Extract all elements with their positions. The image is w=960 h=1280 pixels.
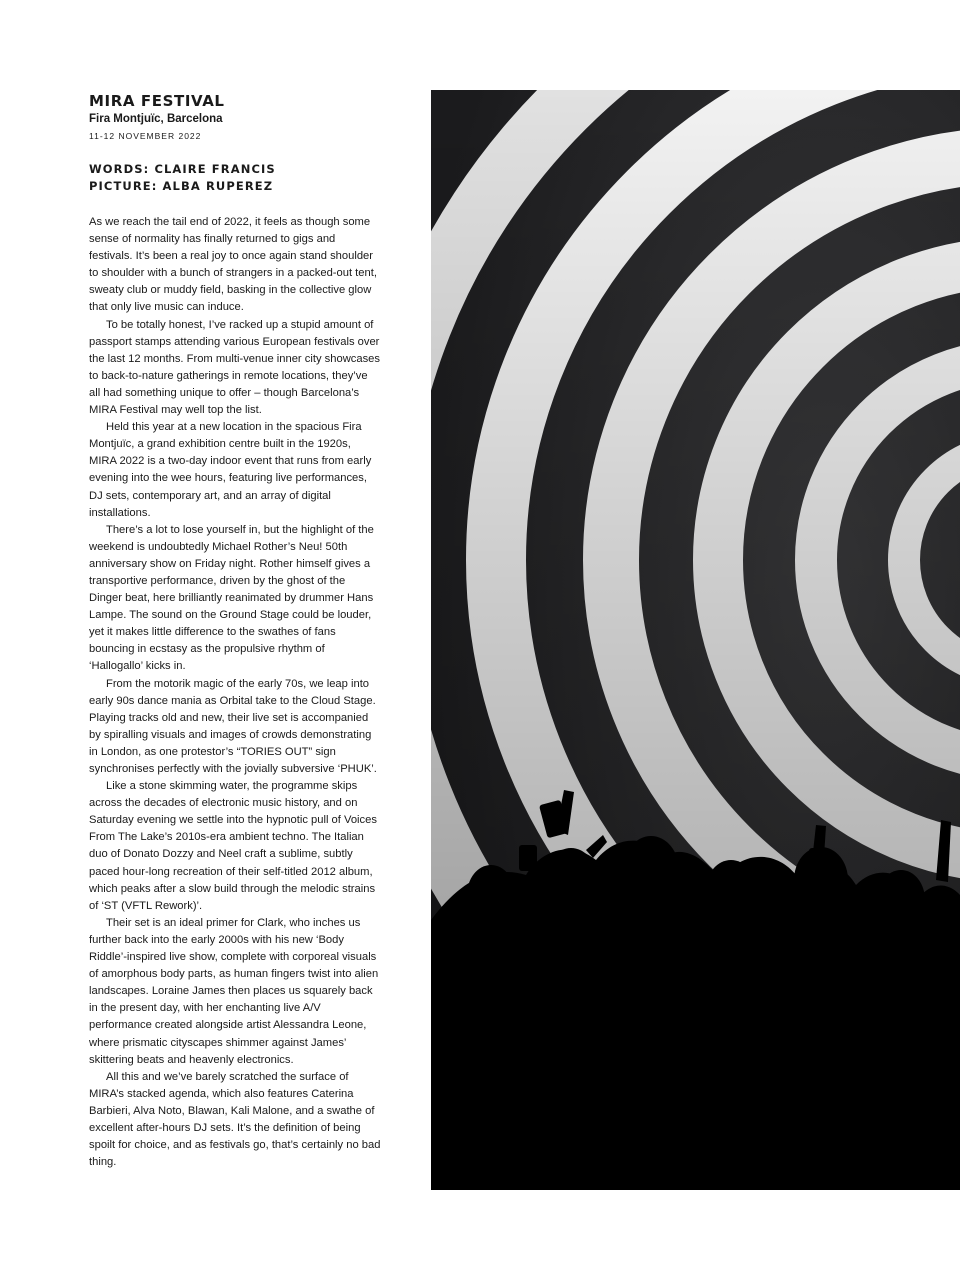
article-paragraph: As we reach the tail end of 2022, it feels as though some sense of normality has finally returned to gigs and festivals. It’s been a real joy to once again stand shoulder to shoulder with a bunch of strangers in a packed-out tent, sweaty club or muddy field, basking in the collective glow that only live music can induce. (89, 216, 377, 314)
picture-credit: PICTURE: ALBA RUPEREZ (89, 179, 274, 193)
venue: Fira Montjuïc, Barcelona (89, 113, 223, 125)
event-title: MIRA FESTIVAL (89, 92, 225, 110)
concert-photo (431, 90, 960, 1190)
event-dates: 11-12 NOVEMBER 2022 (89, 131, 202, 141)
spiral-crowd-illustration (431, 90, 960, 1190)
words-credit: WORDS: CLAIRE FRANCIS (89, 162, 276, 176)
article-paragraph: Held this year at a new location in the spacious Fira Montjuïc, a grand exhibition centre built in the 1920s, MIRA 2022 is a two-day indoor event that runs from early evening into the wee hours, featuring live performances, DJ sets, contemporary art, and an array of digital installations. (89, 421, 372, 519)
article-paragraph: All this and we’ve barely scratched the surface of MIRA’s stacked agenda, which also features Caterina Barbieri, Alva Noto, Blawan, Kali Malone, and a swathe of excellent after-hours DJ sets. It’s the definition of being spoilt for choice, and as festivals go, that’s certainly no bad thing. (89, 1070, 381, 1169)
article-paragraph: Like a stone skimming water, the programme skips across the decades of electronic music history, and on Saturday evening we settle into the hypnotic pull of Voices From The Lake’s 2010s-era ambient techno. The Italian duo of Donato Dozzy and Neel craft a sublime, subtly paced hour-long recreation of their self-titled 2012 album, which peaks after a slow build through the melodic strains of ‘ST (VFTL Rework)’. (89, 780, 377, 912)
article-paragraph: From the motorik magic of the early 70s, we leap into early 90s dance mania as Orbital take to the Cloud Stage. Playing tracks old and new, their live set is accompanied by spiralling visuals and images of crowds demonstrating in London, as one protestor’s “TORIES OUT” sign synchronises perfectly with the jovially subversive ‘PHUK’. (89, 677, 377, 775)
article-paragraph: There’s a lot to lose yourself in, but the highlight of the weekend is undoubtedly Michael Rother’s Neu! 50th anniversary show on Friday night. Rother himself gives a transportive performance, driven by the ghost of the Dinger beat, here brilliantly reanimated by drummer Hans Lampe. The sound on the Ground Stage could be louder, yet it makes little difference to the swathes of fans bouncing in ecstasy as the propulsive rhythm of ‘Hallogallo’ kicks in. (89, 523, 374, 673)
credits (89, 161, 381, 195)
article-body (89, 214, 381, 1171)
article-paragraph: Their set is an ideal primer for Clark, who inches us further back into the early 2000s with his new ‘Body Riddle’-inspired live show, complete with corporeal visuals of amorphous body parts, as human fingers twist into alien landscapes. Loraine James then places us squarely back in the present day, with her enchanting live A/V performance created alongside artist Alessandra Leone, where prismatic cityscapes shimmer against James’ skittering beats and heavenly electronics. (89, 916, 379, 1066)
article-paragraph: To be totally honest, I’ve racked up a stupid amount of passport stamps attending various European festivals over the last 12 months. From multi-venue inner city showcases to back-to-nature gatherings in remote locations, they’ve all had something unique to offer – though Barcelona’s MIRA Festival may well top the list. (89, 318, 380, 417)
article-column (89, 92, 381, 1171)
